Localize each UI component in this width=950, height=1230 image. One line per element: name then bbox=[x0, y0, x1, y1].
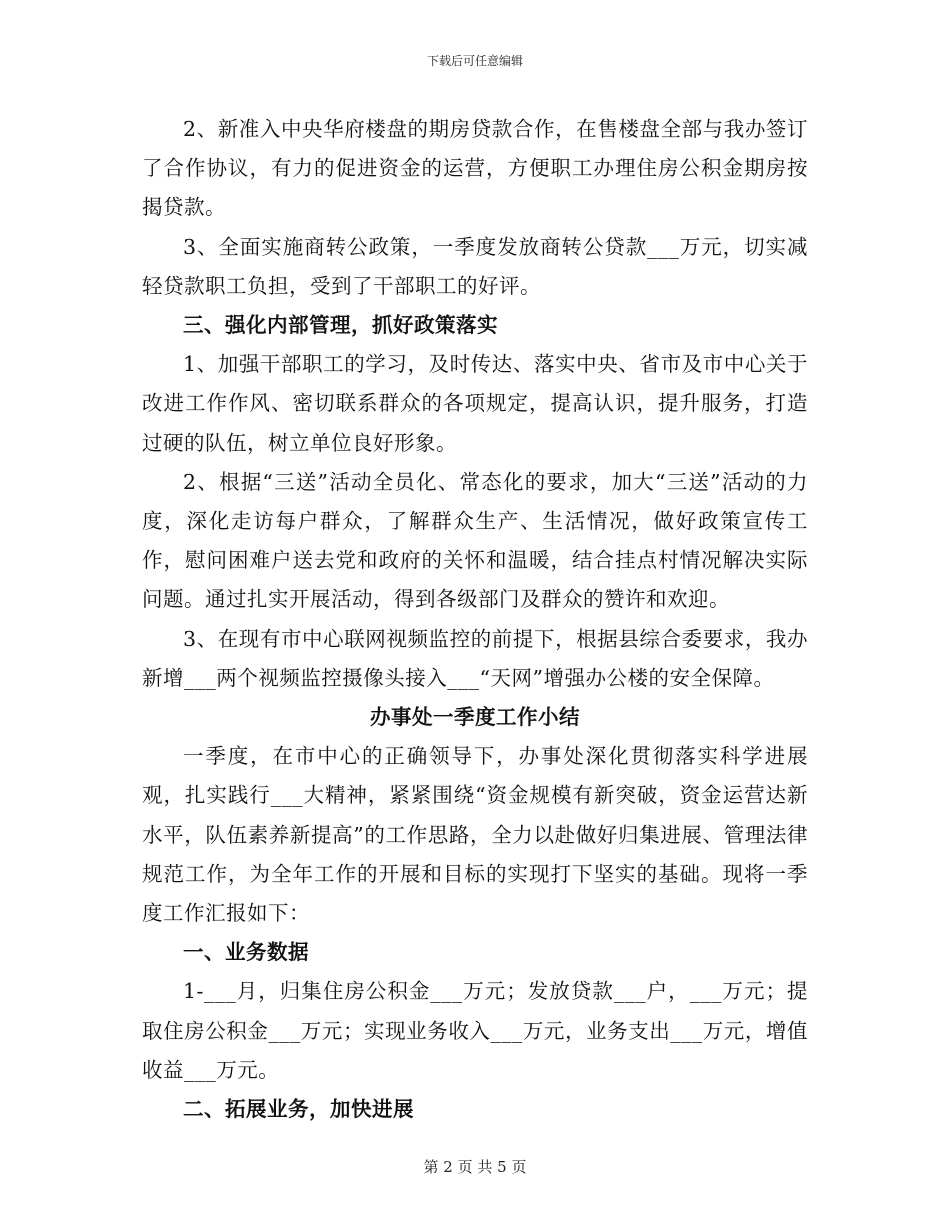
paragraph: 一季度，在市中心的正确领导下，办事处深化贯彻落实科学进展观，扎实践行___大精神，紧紧围绕“资金规模有新突破，资金运营达新水平，队伍素养新提高”的工作思路，全力以赴做好归集进展、管理法律规范工作，为全年工作的开展和目标的实现打下坚实的基础。现将一季度工作汇报如下： bbox=[142, 744, 808, 926]
paragraph: 2、新准入中央华府楼盘的期房贷款合作，在售楼盘全部与我办签订了合作协议，有力的促进资金的运营，方便职工办理住房公积金期房按揭贷款。 bbox=[142, 117, 808, 220]
paragraph: 3、全面实施商转公政策，一季度发放商转公贷款___万元，切实减轻贷款职工负担，受到了干部职工的好评。 bbox=[142, 234, 808, 298]
paragraph: 1、加强干部职工的学习，及时传达、落实中央、省市及市中心关于改进工作作风、密切联系群众的各项规定，提高认识，提升服务，打造过硬的队伍，树立单位良好形象。 bbox=[142, 352, 808, 455]
paragraph: 1-___月，归集住房公积金___万元；发放贷款___户，___万元；提取住房公积金___万元；实现业务收入___万元，业务支出___万元，增值收益___万元。 bbox=[142, 979, 808, 1082]
page-header: 下载后可任意编辑 bbox=[426, 54, 523, 68]
document-body bbox=[142, 110, 808, 1129]
section-heading: 三、强化内部管理，抓好政策落实 bbox=[183, 313, 498, 338]
section-heading: 二、拓展业务，加快进展 bbox=[183, 1097, 414, 1122]
document-title: 办事处一季度工作小结 bbox=[370, 705, 580, 730]
paragraph: 3、在现有市中心联网视频监控的前提下，根据县综合委要求，我办新增___两个视频监控摄像头接入___“天网”增强办公楼的安全保障。 bbox=[142, 626, 808, 690]
paragraph: 2、根据“三送”活动全员化、常态化的要求，加大“三送”活动的力度，深化走访每户群众，了解群众生产、生活情况，做好政策宣传工作，慰问困难户送去党和政府的关怀和温暖，结合挂点村情况解决实际问题。通过扎实开展活动，得到各级部门及群众的赞许和欢迎。 bbox=[142, 469, 808, 612]
section-heading: 一、业务数据 bbox=[183, 940, 309, 965]
page-footer: 第 2 页 共 5 页 bbox=[423, 1158, 527, 1176]
